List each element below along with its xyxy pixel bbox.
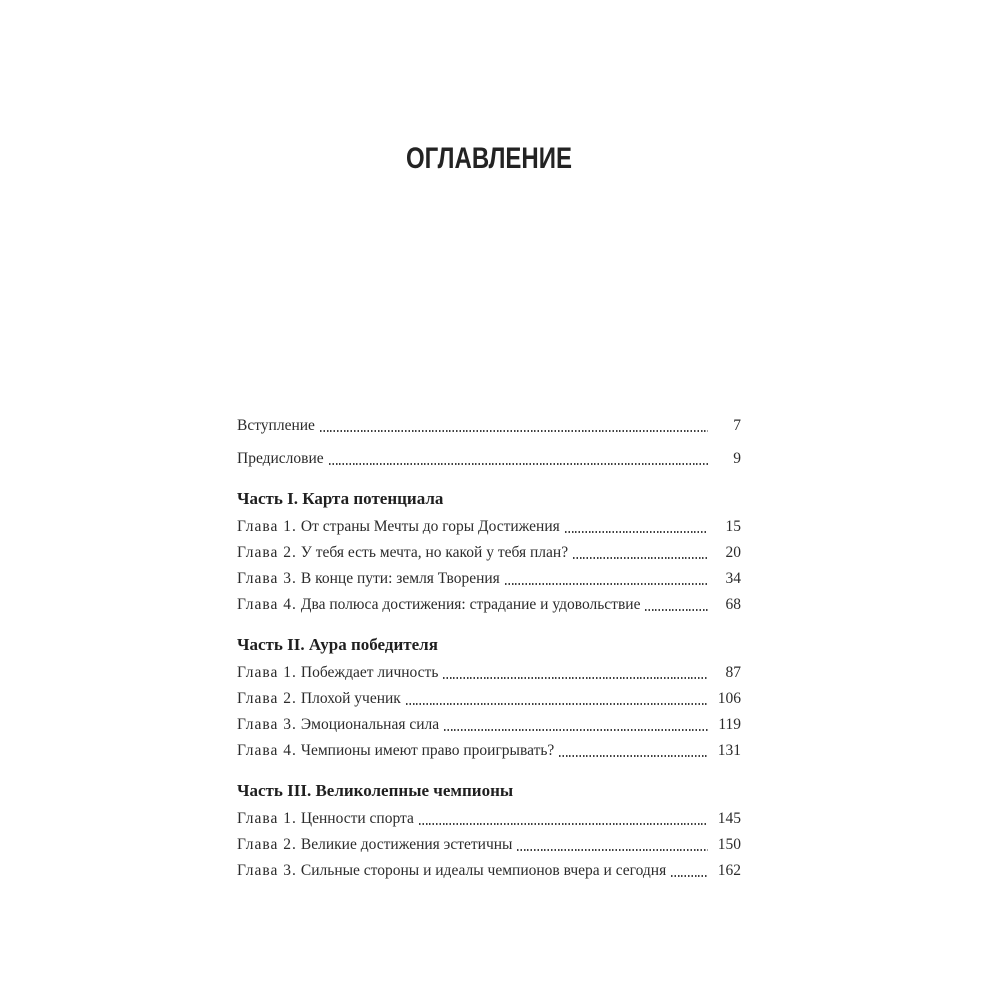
chapter-number-label: Глава 2.: [237, 836, 297, 853]
page-number: 145: [717, 810, 741, 827]
entry-title-text: В конце пути: земля Творения: [300, 570, 500, 587]
toc-part-heading: Часть II. Аура победителя: [237, 635, 438, 654]
entry-title-text: Чемпионы имеют право проигрывать?: [300, 742, 555, 759]
toc-entry-title: [237, 806, 414, 832]
toc-entry: [237, 592, 741, 618]
dot-leader: [444, 729, 708, 731]
page-title: ОГЛАВЛЕНИЕ: [405, 142, 573, 175]
toc-entry-title: [237, 413, 315, 439]
dot-leader: [329, 463, 708, 465]
page-number: 87: [725, 664, 741, 681]
chapter-number-label: Глава 3.: [237, 862, 297, 879]
page-number: 106: [717, 690, 741, 707]
toc-entry-title: [237, 858, 666, 884]
toc-entry: [237, 858, 741, 884]
toc-entry: [237, 540, 741, 566]
chapter-number-label: Глава 1.: [237, 664, 297, 681]
toc-entry-title: [237, 514, 560, 540]
entry-title-text: Побеждает личность: [300, 664, 439, 681]
page-number: 34: [725, 570, 741, 587]
page-number: 9: [733, 450, 741, 467]
page-number: 150: [717, 836, 741, 853]
dot-leader: [406, 703, 708, 705]
entry-title-text: Плохой ученик: [300, 690, 401, 707]
toc-entry-title: [237, 738, 554, 764]
toc-entry: [237, 660, 741, 686]
toc-entry-title: [237, 592, 640, 618]
toc-entry-title: [237, 686, 401, 712]
toc-entry: [237, 832, 741, 858]
entry-title-text: Два полюса достижения: страдание и удовольствие: [300, 596, 641, 613]
toc-entry-title: [237, 566, 500, 592]
chapter-number-label: Глава 2.: [237, 690, 297, 707]
page-number: 131: [717, 742, 741, 759]
dot-leader: [645, 609, 708, 611]
toc-entry: [237, 566, 741, 592]
dot-leader: [443, 677, 708, 679]
chapter-number-label: Глава 4.: [237, 596, 297, 613]
entry-title-text: Эмоциональная сила: [300, 716, 440, 733]
dot-leader: [573, 557, 708, 559]
dot-leader: [320, 430, 708, 432]
toc-entry-title: [237, 446, 324, 472]
toc-entry-title: [237, 712, 439, 738]
toc-entry: [237, 712, 741, 738]
dot-leader: [517, 849, 708, 851]
dot-leader: [565, 531, 708, 533]
toc-entry: [237, 686, 741, 712]
toc-entry-title: [237, 832, 512, 858]
chapter-number-label: Глава 3.: [237, 716, 297, 733]
page-number: 119: [718, 716, 741, 733]
toc-part-heading: Часть I. Карта потенциала: [237, 489, 444, 508]
toc-part-heading: Часть III. Великолепные чемпионы: [237, 781, 514, 800]
entry-title-text: Вступление: [237, 417, 315, 434]
dot-leader: [559, 755, 708, 757]
page-number: 15: [725, 518, 741, 535]
entry-title-text: Предисловие: [237, 450, 324, 467]
table-of-contents: [237, 413, 741, 884]
toc-entry: [237, 806, 741, 832]
chapter-number-label: Глава 2.: [237, 544, 297, 561]
entry-title-text: У тебя есть мечта, но какой у тебя план?: [300, 544, 569, 561]
page-number: 68: [725, 596, 741, 613]
dot-leader: [671, 875, 708, 877]
entry-title-text: Ценности спорта: [300, 810, 414, 827]
chapter-number-label: Глава 1.: [237, 810, 297, 827]
entry-title-text: Сильные стороны и идеалы чемпионов вчера и сегодня: [300, 862, 667, 879]
chapter-number-label: Глава 4.: [237, 742, 297, 759]
chapter-number-label: Глава 3.: [237, 570, 297, 587]
entry-title-text: От страны Мечты до горы Достижения: [300, 518, 560, 535]
dot-leader: [505, 583, 708, 585]
entry-title-text: Великие достижения эстетичны: [300, 836, 513, 853]
chapter-number-label: Глава 1.: [237, 518, 297, 535]
dot-leader: [419, 823, 708, 825]
toc-entry: [237, 738, 741, 764]
page-number: 20: [725, 544, 741, 561]
page-number: 7: [733, 417, 741, 434]
toc-entry: [237, 446, 741, 472]
toc-entry-title: [237, 660, 438, 686]
toc-entry: [237, 413, 741, 439]
toc-entry-title: [237, 540, 568, 566]
toc-entry: [237, 514, 741, 540]
page-number: 162: [717, 862, 741, 879]
